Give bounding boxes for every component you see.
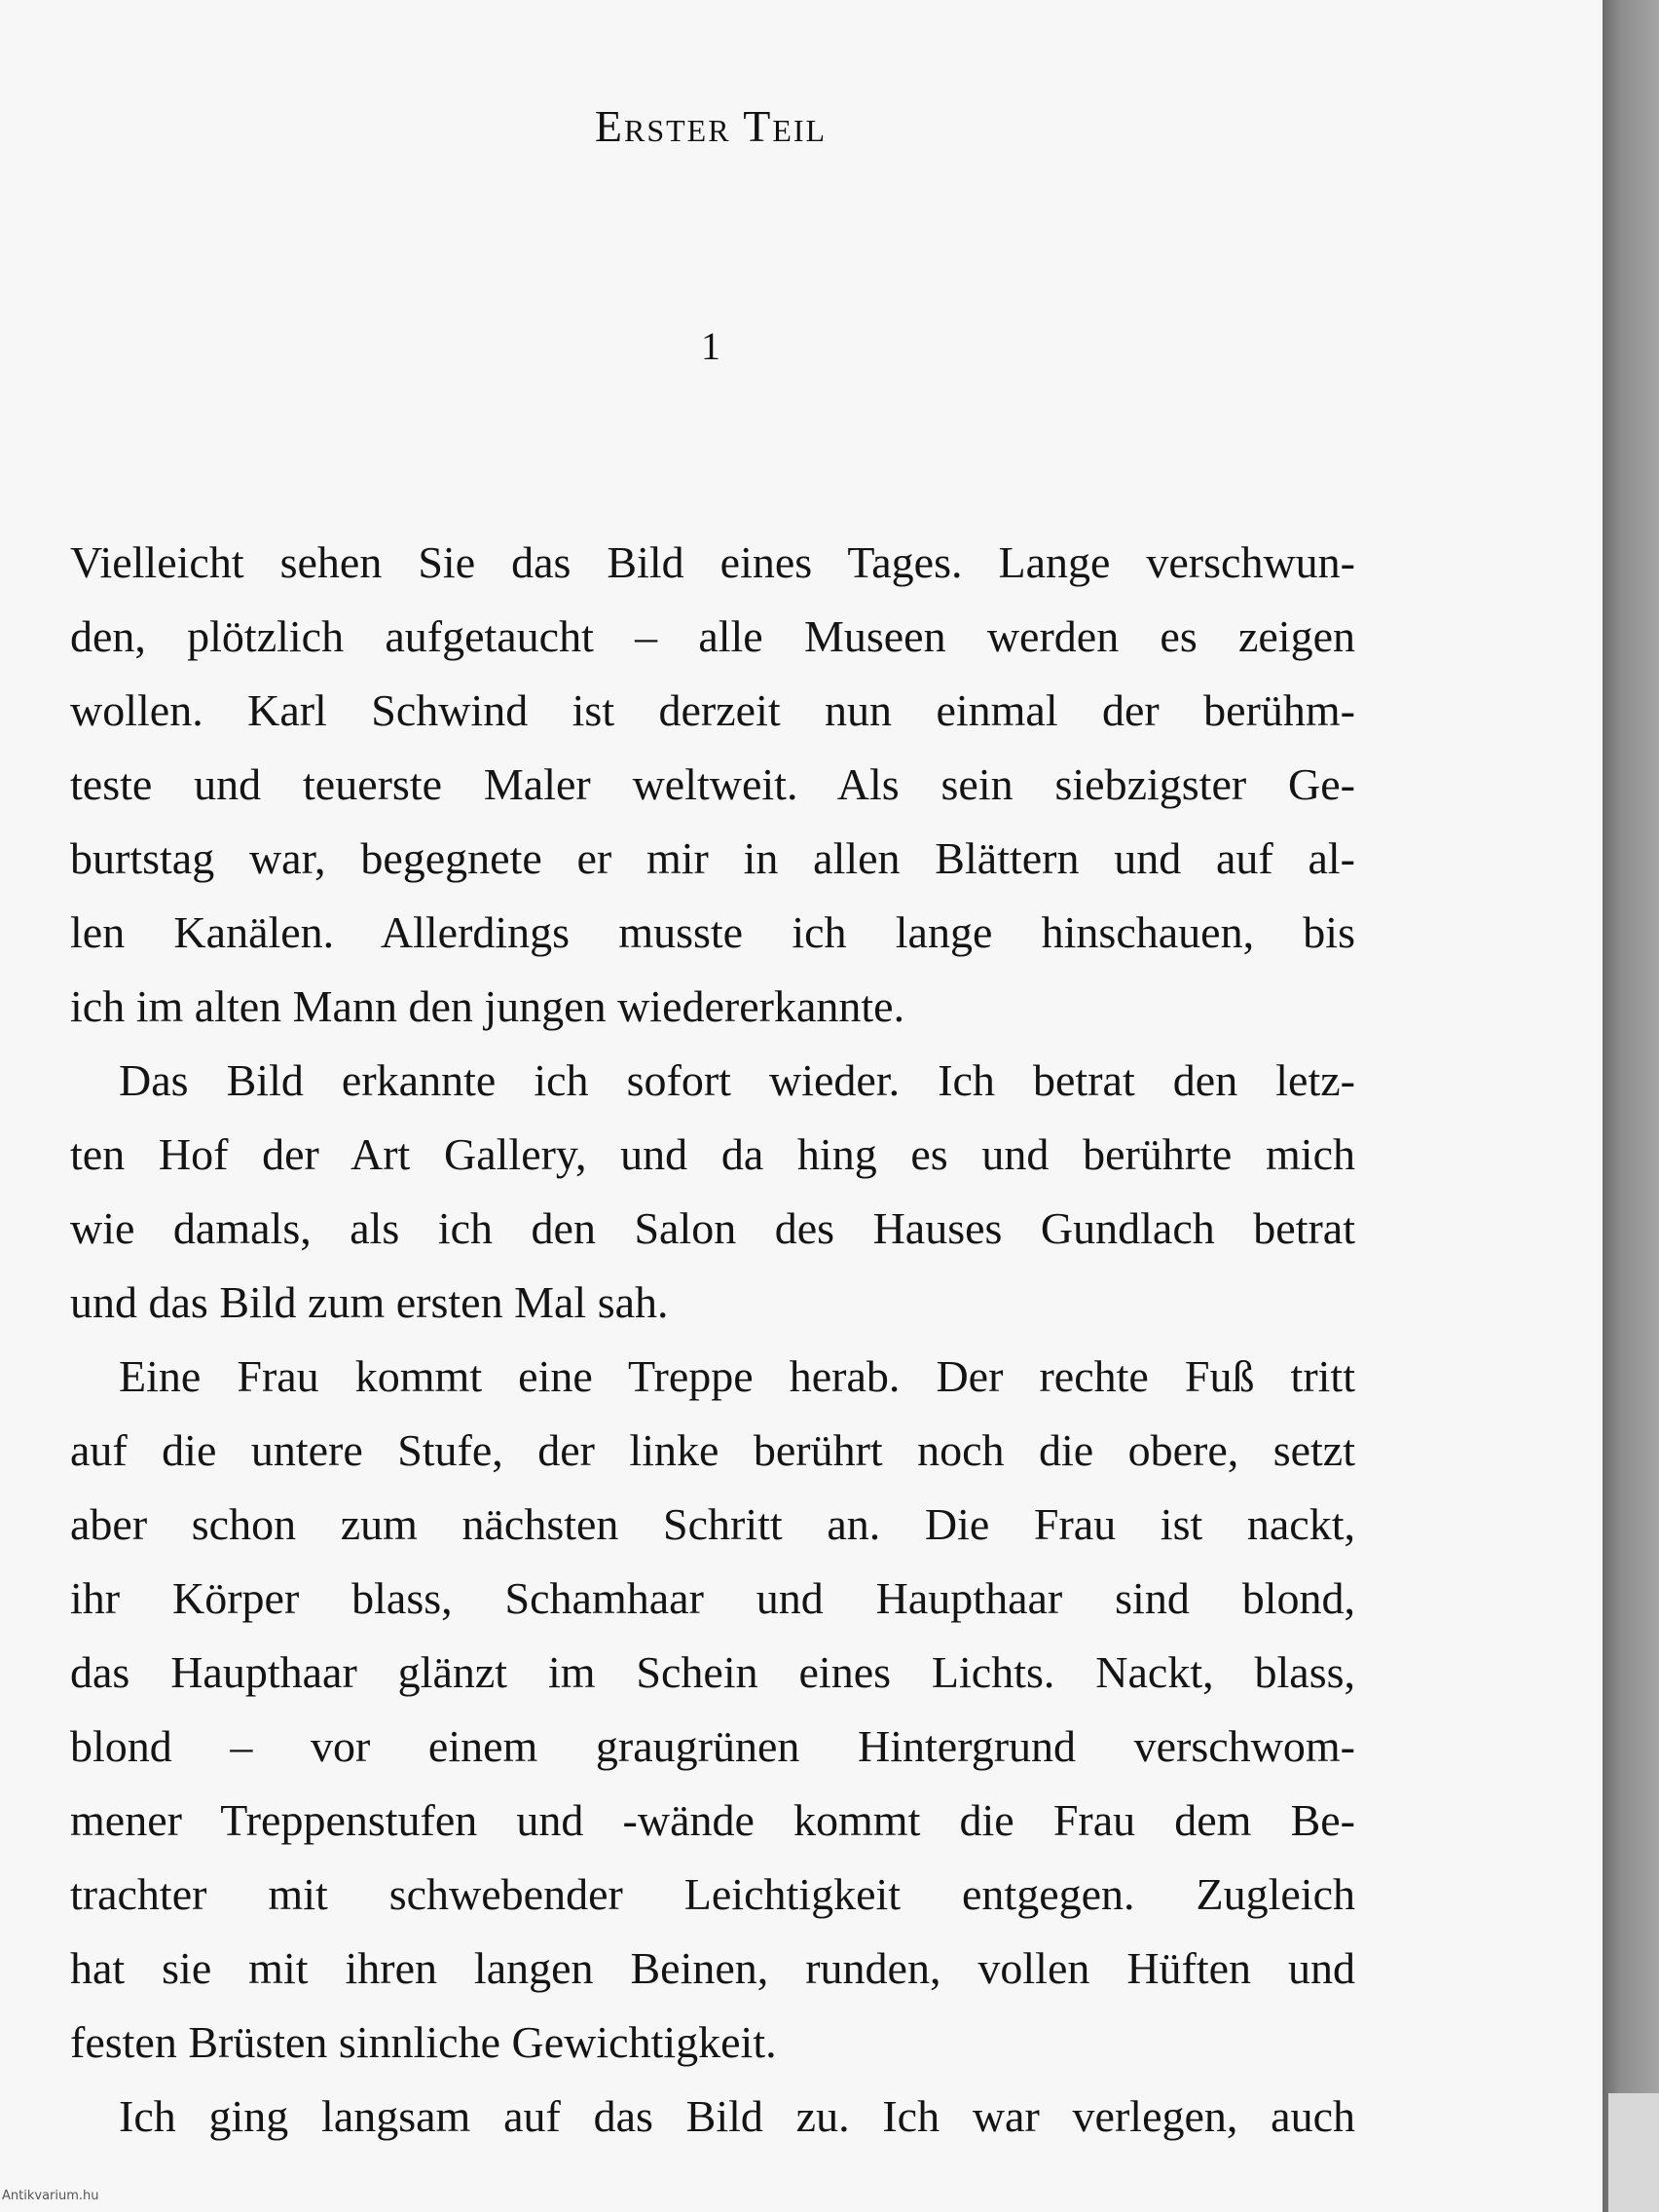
text-line: Vielleicht sehen Sie das Bild eines Tages. Lange verschwun- [70,537,1355,587]
text-line: hat sie mit ihren langen Beinen, runden, vollen Hüften und [70,1943,1355,1993]
page-edge-highlight [1608,2093,1659,2212]
text-line: ich im alten Mann den jungen wiedererkannte. [70,981,905,1031]
paragraph [70,1044,1355,1340]
text-line: mener Treppenstufen und -wände kommt die Frau dem Be- [70,1795,1355,1845]
text-line: Das Bild erkannte ich sofort wieder. Ich betrat den letz- [119,1055,1355,1105]
text-line: ten Hof der Art Gallery, und da hing es und berührte mich [70,1129,1355,1179]
watermark: Antikvarium.hu [2,2189,99,2203]
text-line: auf die untere Stufe, der linke berührt noch die obere, setzt [70,1425,1355,1475]
text-line: aber schon zum nächsten Schritt an. Die Frau ist nackt, [70,1499,1355,1549]
text-line: burtstag war, begegnete er mir in allen Blättern und auf al- [70,833,1355,883]
paragraph [70,2080,1355,2154]
part-title: Erster Teil [594,101,828,151]
text-line: wollen. Karl Schwind ist derzeit nun einmal der berühm- [70,685,1355,735]
text-line: festen Brüsten sinnliche Gewichtigkeit. [70,2017,777,2067]
text-line: wie damals, als ich den Salon des Hauses Gundlach betrat [70,1203,1355,1253]
text-line: und das Bild zum ersten Mal sah. [70,1277,669,1327]
text-line: Eine Frau kommt eine Treppe herab. Der rechte Fuß tritt [119,1351,1355,1401]
text-line: Ich ging langsam auf das Bild zu. Ich war verlegen, auch [119,2091,1355,2141]
text-line: len Kanälen. Allerdings musste ich lange hinschauen, bis [70,907,1355,957]
text-line: trachter mit schwebender Leichtigkeit entgegen. Zugleich [70,1869,1355,1919]
paragraph [70,1340,1355,2080]
paragraph [70,526,1355,1044]
chapter-number: 1 [701,324,720,368]
text-line: das Haupthaar glänzt im Schein eines Lichts. Nackt, blass, [70,1647,1355,1697]
page-edge-shadow [1603,0,1659,2212]
text-line: ihr Körper blass, Schamhaar und Haupthaar sind blond, [70,1573,1355,1623]
body-text [70,526,1355,2154]
text-line: teste und teuerste Maler weltweit. Als sein siebzigster Ge- [70,759,1355,809]
text-line: den, plötzlich aufgetaucht – alle Museen werden es zeigen [70,611,1355,661]
text-line: blond – vor einem graugrünen Hintergrund verschwom- [70,1721,1355,1771]
